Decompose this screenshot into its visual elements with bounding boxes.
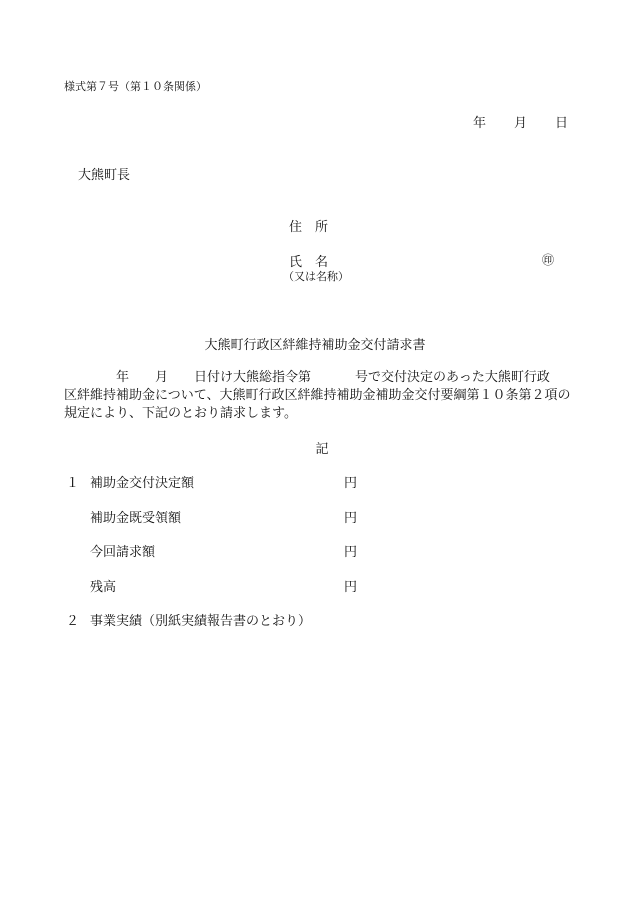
document-title: 大熊町行政区絆維持補助金交付請求書 (204, 338, 426, 353)
item-4-unit: 円 (344, 580, 358, 595)
addressee: 大熊町長 (78, 168, 131, 183)
item-2-unit: 円 (344, 511, 358, 526)
body-text (64, 369, 584, 423)
item-3-unit: 円 (344, 545, 358, 560)
item-1-number: １ (66, 476, 80, 491)
alt-name-label: （又は名称） (283, 270, 349, 283)
body-line1-end: 号で交付決定のあった大熊町行政 (355, 370, 550, 385)
address-label: 住 所 (289, 220, 329, 235)
date-day: 日 (554, 116, 568, 131)
body-year: 年 (116, 370, 130, 385)
seal-mark: ㊞ (542, 253, 555, 267)
body-line-3: 規定により、下記のとおり請求します。 (64, 406, 297, 421)
ki-heading: 記 (315, 442, 329, 457)
body-line-2: 区絆維持補助金について、大熊町行政区絆維持補助金補助金交付要綱第１０条第２項の (64, 388, 571, 403)
body-month: 月 (155, 370, 169, 385)
section-2-number: ２ (66, 614, 80, 629)
body-line1-mid: 日付け大熊総指令第 (194, 370, 312, 385)
section-2-label: 事業実績（別紙実績報告書のとおり） (90, 614, 312, 629)
date-month: 月 (513, 116, 527, 131)
form-number: 様式第７号（第１０条関係） (64, 80, 207, 93)
item-4-label: 残高 (90, 580, 117, 595)
name-label: 氏 名 (289, 255, 329, 270)
item-3-label: 今回請求額 (90, 545, 156, 560)
item-1-unit: 円 (344, 476, 358, 491)
date-year: 年 (472, 116, 486, 131)
item-1-label: 補助金交付決定額 (90, 476, 195, 491)
item-2-label: 補助金既受領額 (90, 511, 182, 526)
date-line (473, 112, 568, 131)
body-line-1 (64, 369, 584, 387)
